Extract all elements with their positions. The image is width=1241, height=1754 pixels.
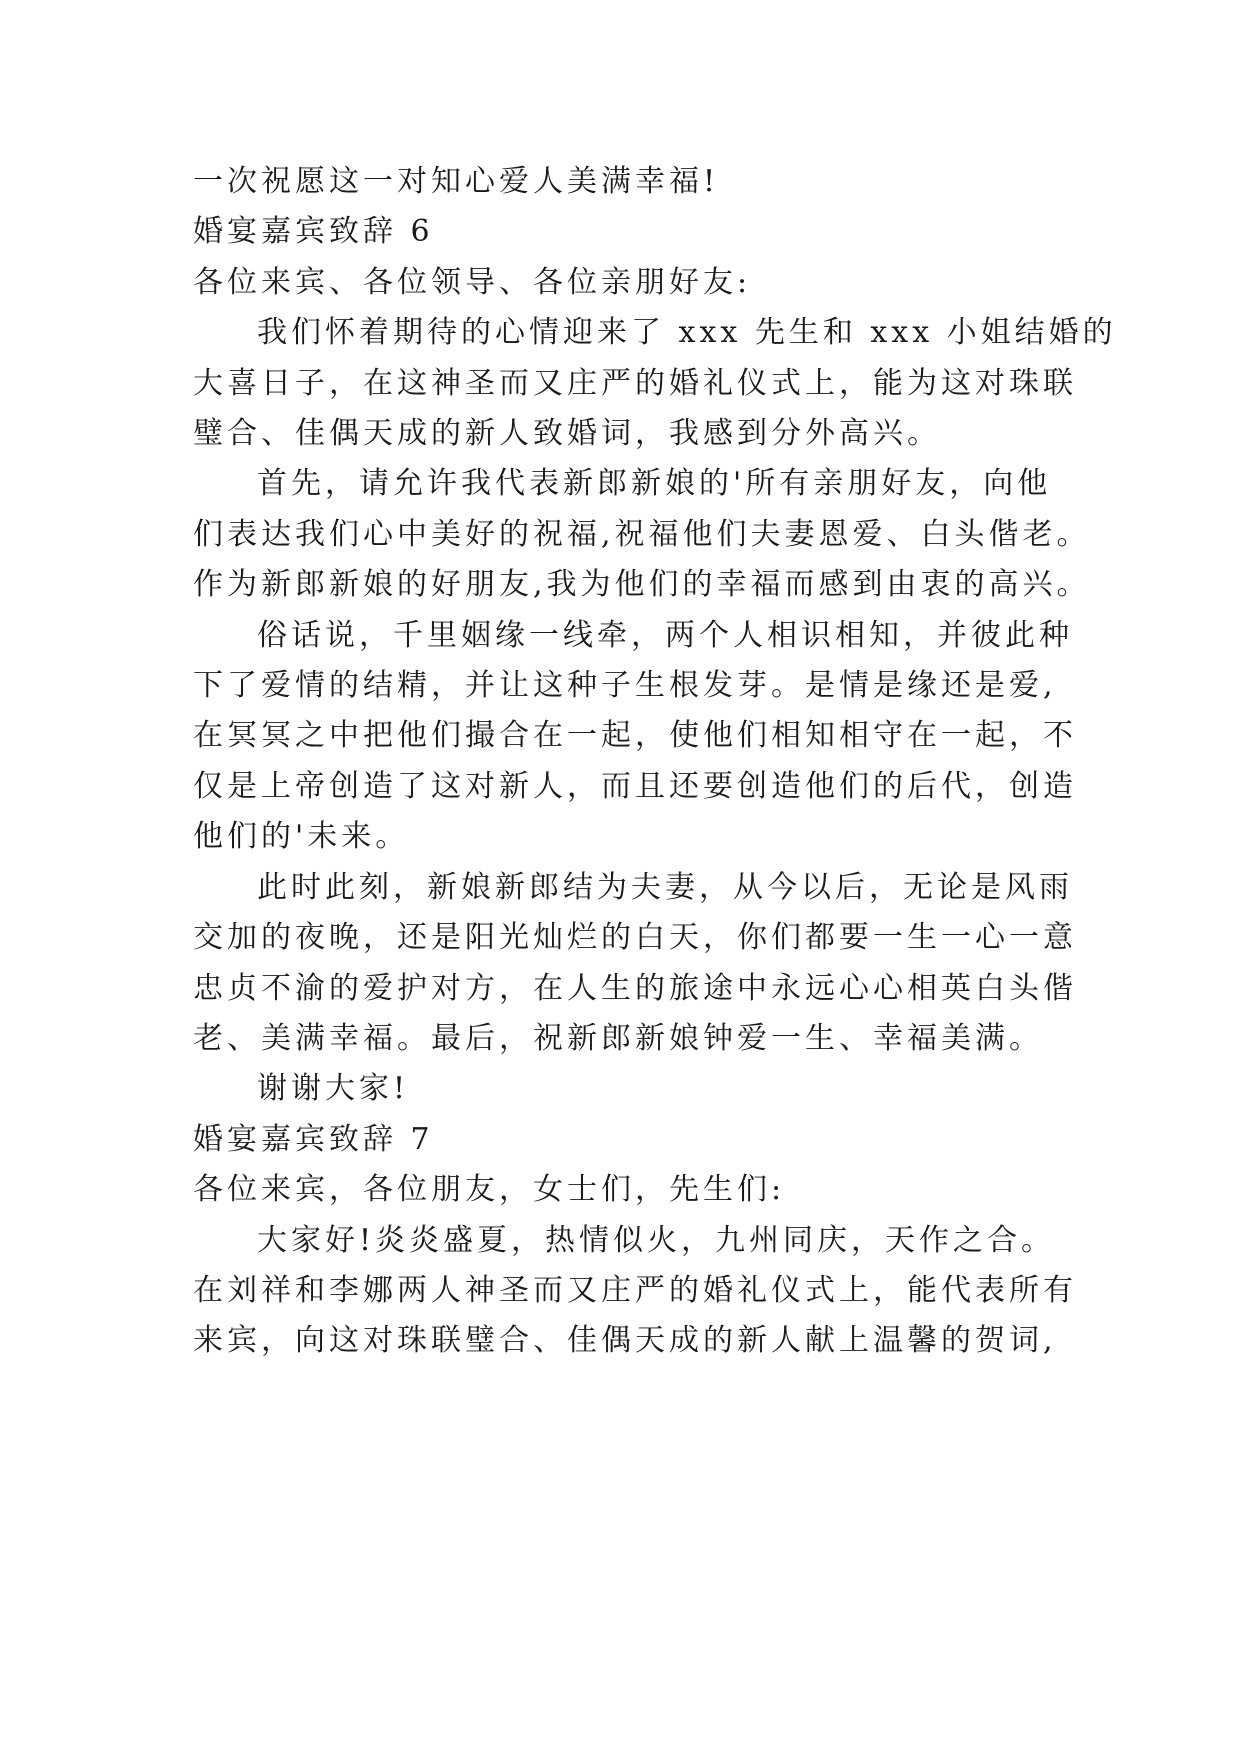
document-body [193, 157, 1117, 1367]
text-line: 一次祝愿这一对知心爱人美满幸福! [193, 164, 720, 199]
section-heading: 婚宴嘉宾致辞 7 [193, 1121, 434, 1157]
text-line: 大喜日子，在这神圣而又庄严的婚礼仪式上，能为这对珠联 [193, 365, 1077, 401]
salutation: 各位来宾、各位领导、各位亲朋好友: [193, 264, 752, 300]
text-line: 来宾，向这对珠联璧合、佳偶天成的新人献上温馨的贺词, [193, 1323, 1057, 1359]
salutation: 各位来宾，各位朋友，女士们，先生们: [193, 1172, 786, 1208]
text-line: 下了爱情的结精，并让这种子生根发芽。是情是缘还是爱, [193, 668, 1057, 704]
text-line: 老、美满幸福。最后，祝新郎新娘钟爱一生、幸福美满。 [193, 1020, 1043, 1056]
text-line: 他们的'未来。 [193, 819, 410, 855]
text-line: 此时此刻，新娘新郎结为夫妻，从今以后，无论是风雨 [257, 869, 1073, 905]
text-line: 们表达我们心中美好的祝福,祝福他们夫妻恩爱、白头偕老。 [193, 516, 1091, 552]
text-line: 在刘祥和李娜两人神圣而又庄严的婚礼仪式上，能代表所有 [193, 1272, 1077, 1308]
text-line: 谢谢大家! [257, 1071, 410, 1107]
text-line: 璧合、佳偶天成的新人致婚词，我感到分外高兴。 [193, 416, 941, 452]
text-line: 交加的夜晚，还是阳光灿烂的白天，你们都要一生一心一意 [193, 920, 1077, 956]
text-line: 我们怀着期待的心情迎来了 xxx 先生和 xxx 小姐结婚的 [257, 315, 1117, 351]
text-line: 首先，请允许我代表新郎新娘的'所有亲朋好友，向他 [257, 466, 1052, 502]
text-line: 作为新郎新娘的好朋友,我为他们的幸福而感到由衷的高兴。 [193, 567, 1091, 603]
text-line: 俗话说，千里姻缘一线牵，两个人相识相知，并彼此种 [257, 617, 1073, 653]
section-heading: 婚宴嘉宾致辞 6 [193, 214, 434, 250]
text-line: 在冥冥之中把他们撮合在一起，使他们相知相守在一起，不 [193, 718, 1077, 754]
text-line: 大家好!炎炎盛夏，热情似火，九州同庆，天作之合。 [257, 1222, 1056, 1258]
text-line: 仅是上帝创造了这对新人，而且还要创造他们的后代，创造 [193, 768, 1077, 804]
text-line: 忠贞不渝的爱护对方，在人生的旅途中永远心心相英白头偕 [193, 970, 1077, 1006]
